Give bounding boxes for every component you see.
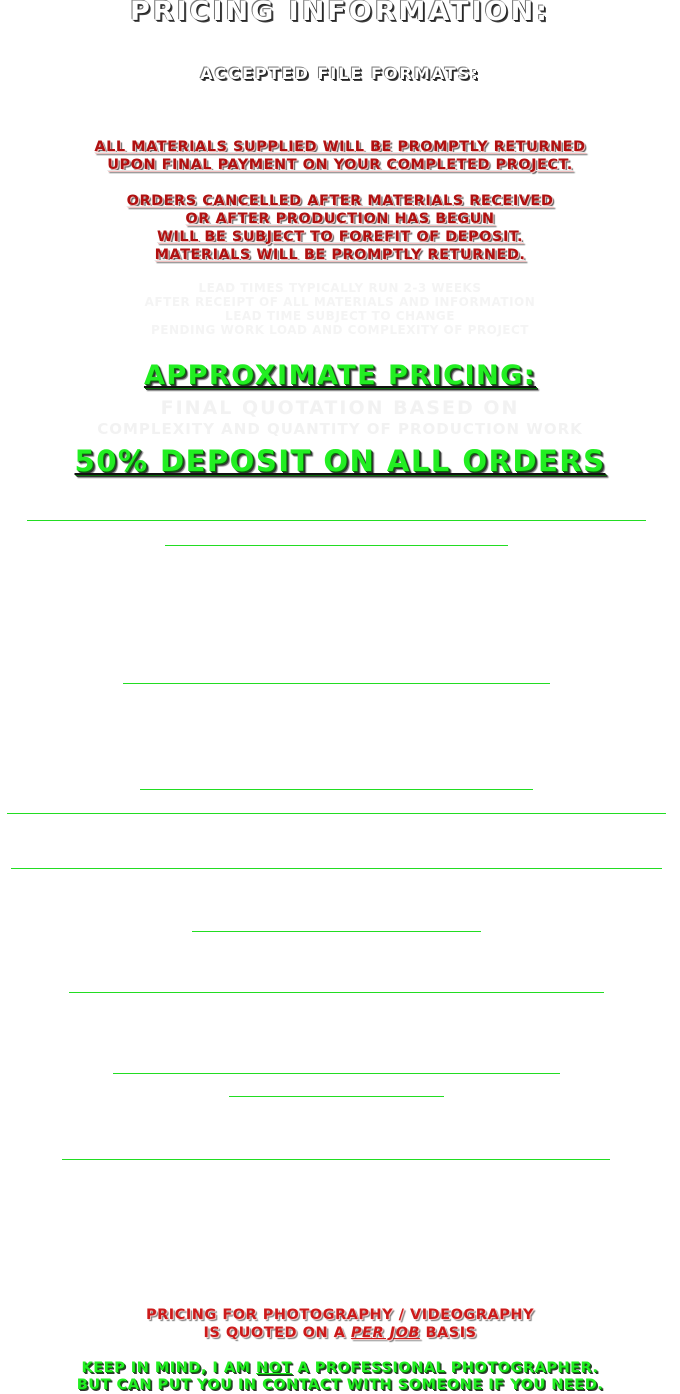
price-item-underline xyxy=(7,813,666,814)
price-item-underline xyxy=(123,683,550,684)
lead-time-line: LEAD TIME SUBJECT TO CHANGE xyxy=(225,309,455,323)
photo-pricing-pre: IS QUOTED ON A xyxy=(203,1325,351,1341)
price-item-underline xyxy=(113,1073,560,1074)
photographer-note-line xyxy=(0,1360,680,1376)
cancellation-notice-line: MATERIALS WILL BE PROMPTLY RETURNED. xyxy=(154,247,526,263)
price-item-underline xyxy=(27,520,646,521)
price-item-underline xyxy=(62,1159,610,1160)
price-item-underline xyxy=(69,992,604,993)
price-item-underline xyxy=(165,545,508,546)
photo-pricing-line: PRICING FOR PHOTOGRAPHY / VIDEOGRAPHY xyxy=(146,1307,534,1323)
lead-time-line: AFTER RECEIPT OF ALL MATERIALS AND INFORMATION xyxy=(144,295,536,309)
photo-pricing-post: BASIS xyxy=(419,1325,477,1341)
cancellation-notice-line: OR AFTER PRODUCTION HAS BEGUN xyxy=(185,211,495,227)
returns-notice-line: ALL MATERIALS SUPPLIED WILL BE PROMPTLY RETURNED xyxy=(94,139,586,155)
per-job-emphasis: PER JOB xyxy=(350,1325,420,1341)
price-item-underline xyxy=(192,931,481,932)
photographer-note-post: A PROFESSIONAL PHOTOGRAPHER. xyxy=(291,1360,599,1376)
not-emphasis: NOT xyxy=(256,1360,292,1376)
price-item-underline xyxy=(140,789,533,790)
photographer-note-line: BUT CAN PUT YOU IN CONTACT WITH SOMEONE IF YOU NEED. xyxy=(76,1377,604,1393)
pricing-heading: APPROXIMATE PRICING: xyxy=(143,360,537,391)
page-title: PRICING INFORMATION: xyxy=(130,0,550,27)
lead-time-line: PENDING WORK LOAD AND COMPLEXITY OF PROJECT xyxy=(150,323,529,337)
returns-notice-line: UPON FINAL PAYMENT ON YOUR COMPLETED PROJECT. xyxy=(107,157,573,173)
deposit-notice: 50% DEPOSIT ON ALL ORDERS xyxy=(74,444,606,478)
lead-time-line: LEAD TIMES TYPICALLY RUN 2-3 WEEKS xyxy=(198,281,482,295)
accepted-formats-heading: ACCEPTED FILE FORMATS: xyxy=(200,64,480,83)
photographer-note-pre: KEEP IN MIND, I AM xyxy=(81,1360,257,1376)
pricing-faint-line: FINAL QUOTATION BASED ON xyxy=(160,397,520,419)
price-item-underline xyxy=(229,1096,444,1097)
cancellation-notice-line: WILL BE SUBJECT TO FOREFIT OF DEPOSIT. xyxy=(156,229,524,245)
pricing-faint-line: COMPLEXITY AND QUANTITY OF PRODUCTION WORK xyxy=(97,420,583,438)
price-item-underline xyxy=(11,868,662,869)
photo-pricing-line xyxy=(0,1325,680,1341)
cancellation-notice-line: ORDERS CANCELLED AFTER MATERIALS RECEIVED xyxy=(126,193,554,209)
